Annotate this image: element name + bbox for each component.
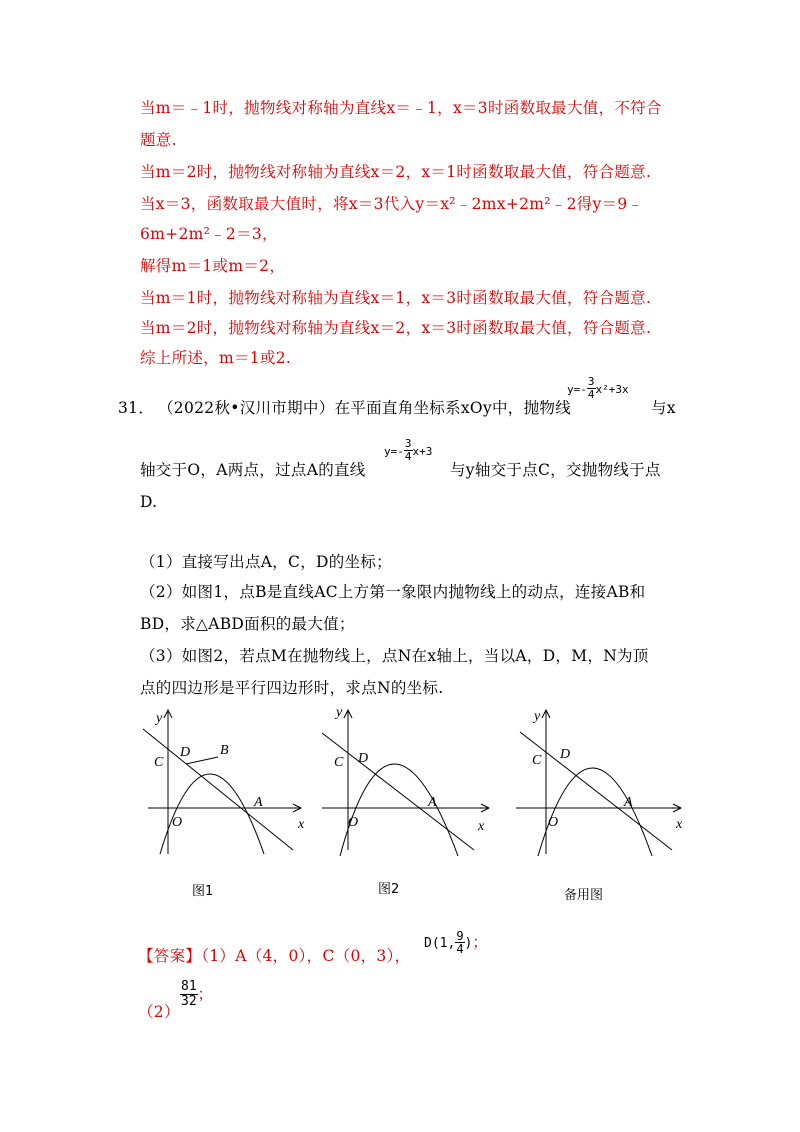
figure-2 <box>318 700 493 860</box>
answer-line-1 <box>138 946 410 966</box>
label-a: A <box>428 795 437 810</box>
label-o: O <box>348 815 359 830</box>
question-3b: 点的四边形是平行四边形时，求点N的坐标. <box>140 679 444 697</box>
problem-line-3: D. <box>140 493 158 511</box>
solution-line-2: 题意. <box>140 131 177 149</box>
figure-2-caption: 图2 <box>378 882 400 897</box>
label-a: A <box>624 795 633 810</box>
figure-spare <box>512 702 684 862</box>
parabola <box>340 764 458 856</box>
solution-line-1: 当m＝﹣1时，抛物线对称轴为直线x＝﹣1，x＝3时函数取最大值，不符合 <box>140 99 662 117</box>
solution-line-6: 解得m＝1或m＝2， <box>140 257 286 275</box>
label-x: x <box>676 817 683 832</box>
label-c: C <box>334 755 344 770</box>
problem-with-x: 与x <box>651 399 676 417</box>
label-a: A <box>254 795 263 810</box>
figure-spare-caption: 备用图 <box>564 888 604 903</box>
problem-line-2b: 与y轴交于点C，交抛物线于点 <box>450 461 661 479</box>
parabola <box>538 768 652 856</box>
figure-1-caption: 图1 <box>192 884 214 899</box>
label-c: C <box>154 755 164 770</box>
figure-1 <box>138 704 308 864</box>
problem-source: （2022秋•汉川市期中）在平面直角坐标系xOy中，抛物线 <box>158 399 571 417</box>
label-b: B <box>220 743 229 758</box>
question-3a: （3）如图2，若点M在抛物线上，点N在x轴上，当以A，D，M，N为顶 <box>140 647 649 665</box>
solution-line-3: 当m＝2时，抛物线对称轴为直线x＝2，x＝1时函数取最大值，符合题意. <box>140 163 652 181</box>
solution-line-4: 当x＝3，函数取最大值时，将x＝3代入y＝x²﹣2mx+2m²﹣2得y＝9﹣ <box>140 195 644 213</box>
line-formula: y=- $\frac{3}{4}$ x+3 <box>384 437 433 463</box>
line-ac <box>520 732 672 850</box>
solution-line-7: 当m＝1时，抛物线对称轴为直线x＝1，x＝3时函数取最大值，符合题意. <box>140 289 652 307</box>
line-ac <box>322 733 474 850</box>
label-o: O <box>172 815 183 830</box>
solution-line-9: 综上所述，m＝1或2. <box>140 349 292 367</box>
problem-line-2a: 轴交于O，A两点，过点A的直线 <box>140 461 366 479</box>
label-d: D <box>560 747 571 762</box>
problem-number: 31． <box>118 399 155 417</box>
label-d: D <box>180 745 191 760</box>
label-y: y <box>336 705 343 720</box>
solution-line-8: 当m＝2时，抛物线对称轴为直线x＝2，x＝3时函数取最大值，符合题意. <box>140 319 652 337</box>
answer-part-1: （1）A（4，0），C（0，3）， <box>201 947 411 965</box>
label-y: y <box>534 709 541 724</box>
question-1: （1）直接写出点A，C，D的坐标； <box>140 553 392 571</box>
segment-db <box>186 757 218 764</box>
answer-point-d: D(1, $\frac{9}{4}$ )； <box>424 929 488 956</box>
parabola-formula: y=- $\frac{3}{4}$ x²+3x <box>567 375 629 401</box>
answer-part-2-prefix: （2） <box>138 1003 180 1021</box>
line-ac <box>143 729 293 850</box>
answer-part-2-value: $\frac{81}{32}$ ； <box>181 979 213 1009</box>
label-d: D <box>358 751 369 766</box>
question-2a: （2）如图1，点B是直线AC上方第一象限内抛物线上的动点，连接AB和 <box>140 583 646 601</box>
answer-tag: 【答案】 <box>138 947 202 965</box>
label-x: x <box>298 817 305 832</box>
label-x: x <box>478 819 485 834</box>
label-y: y <box>156 711 163 726</box>
solution-line-5: 6m+2m²﹣2＝3， <box>140 225 278 243</box>
label-c: C <box>532 753 542 768</box>
label-o: O <box>548 815 559 830</box>
question-2b: BD，求△ABD面积的最大值； <box>140 615 355 633</box>
